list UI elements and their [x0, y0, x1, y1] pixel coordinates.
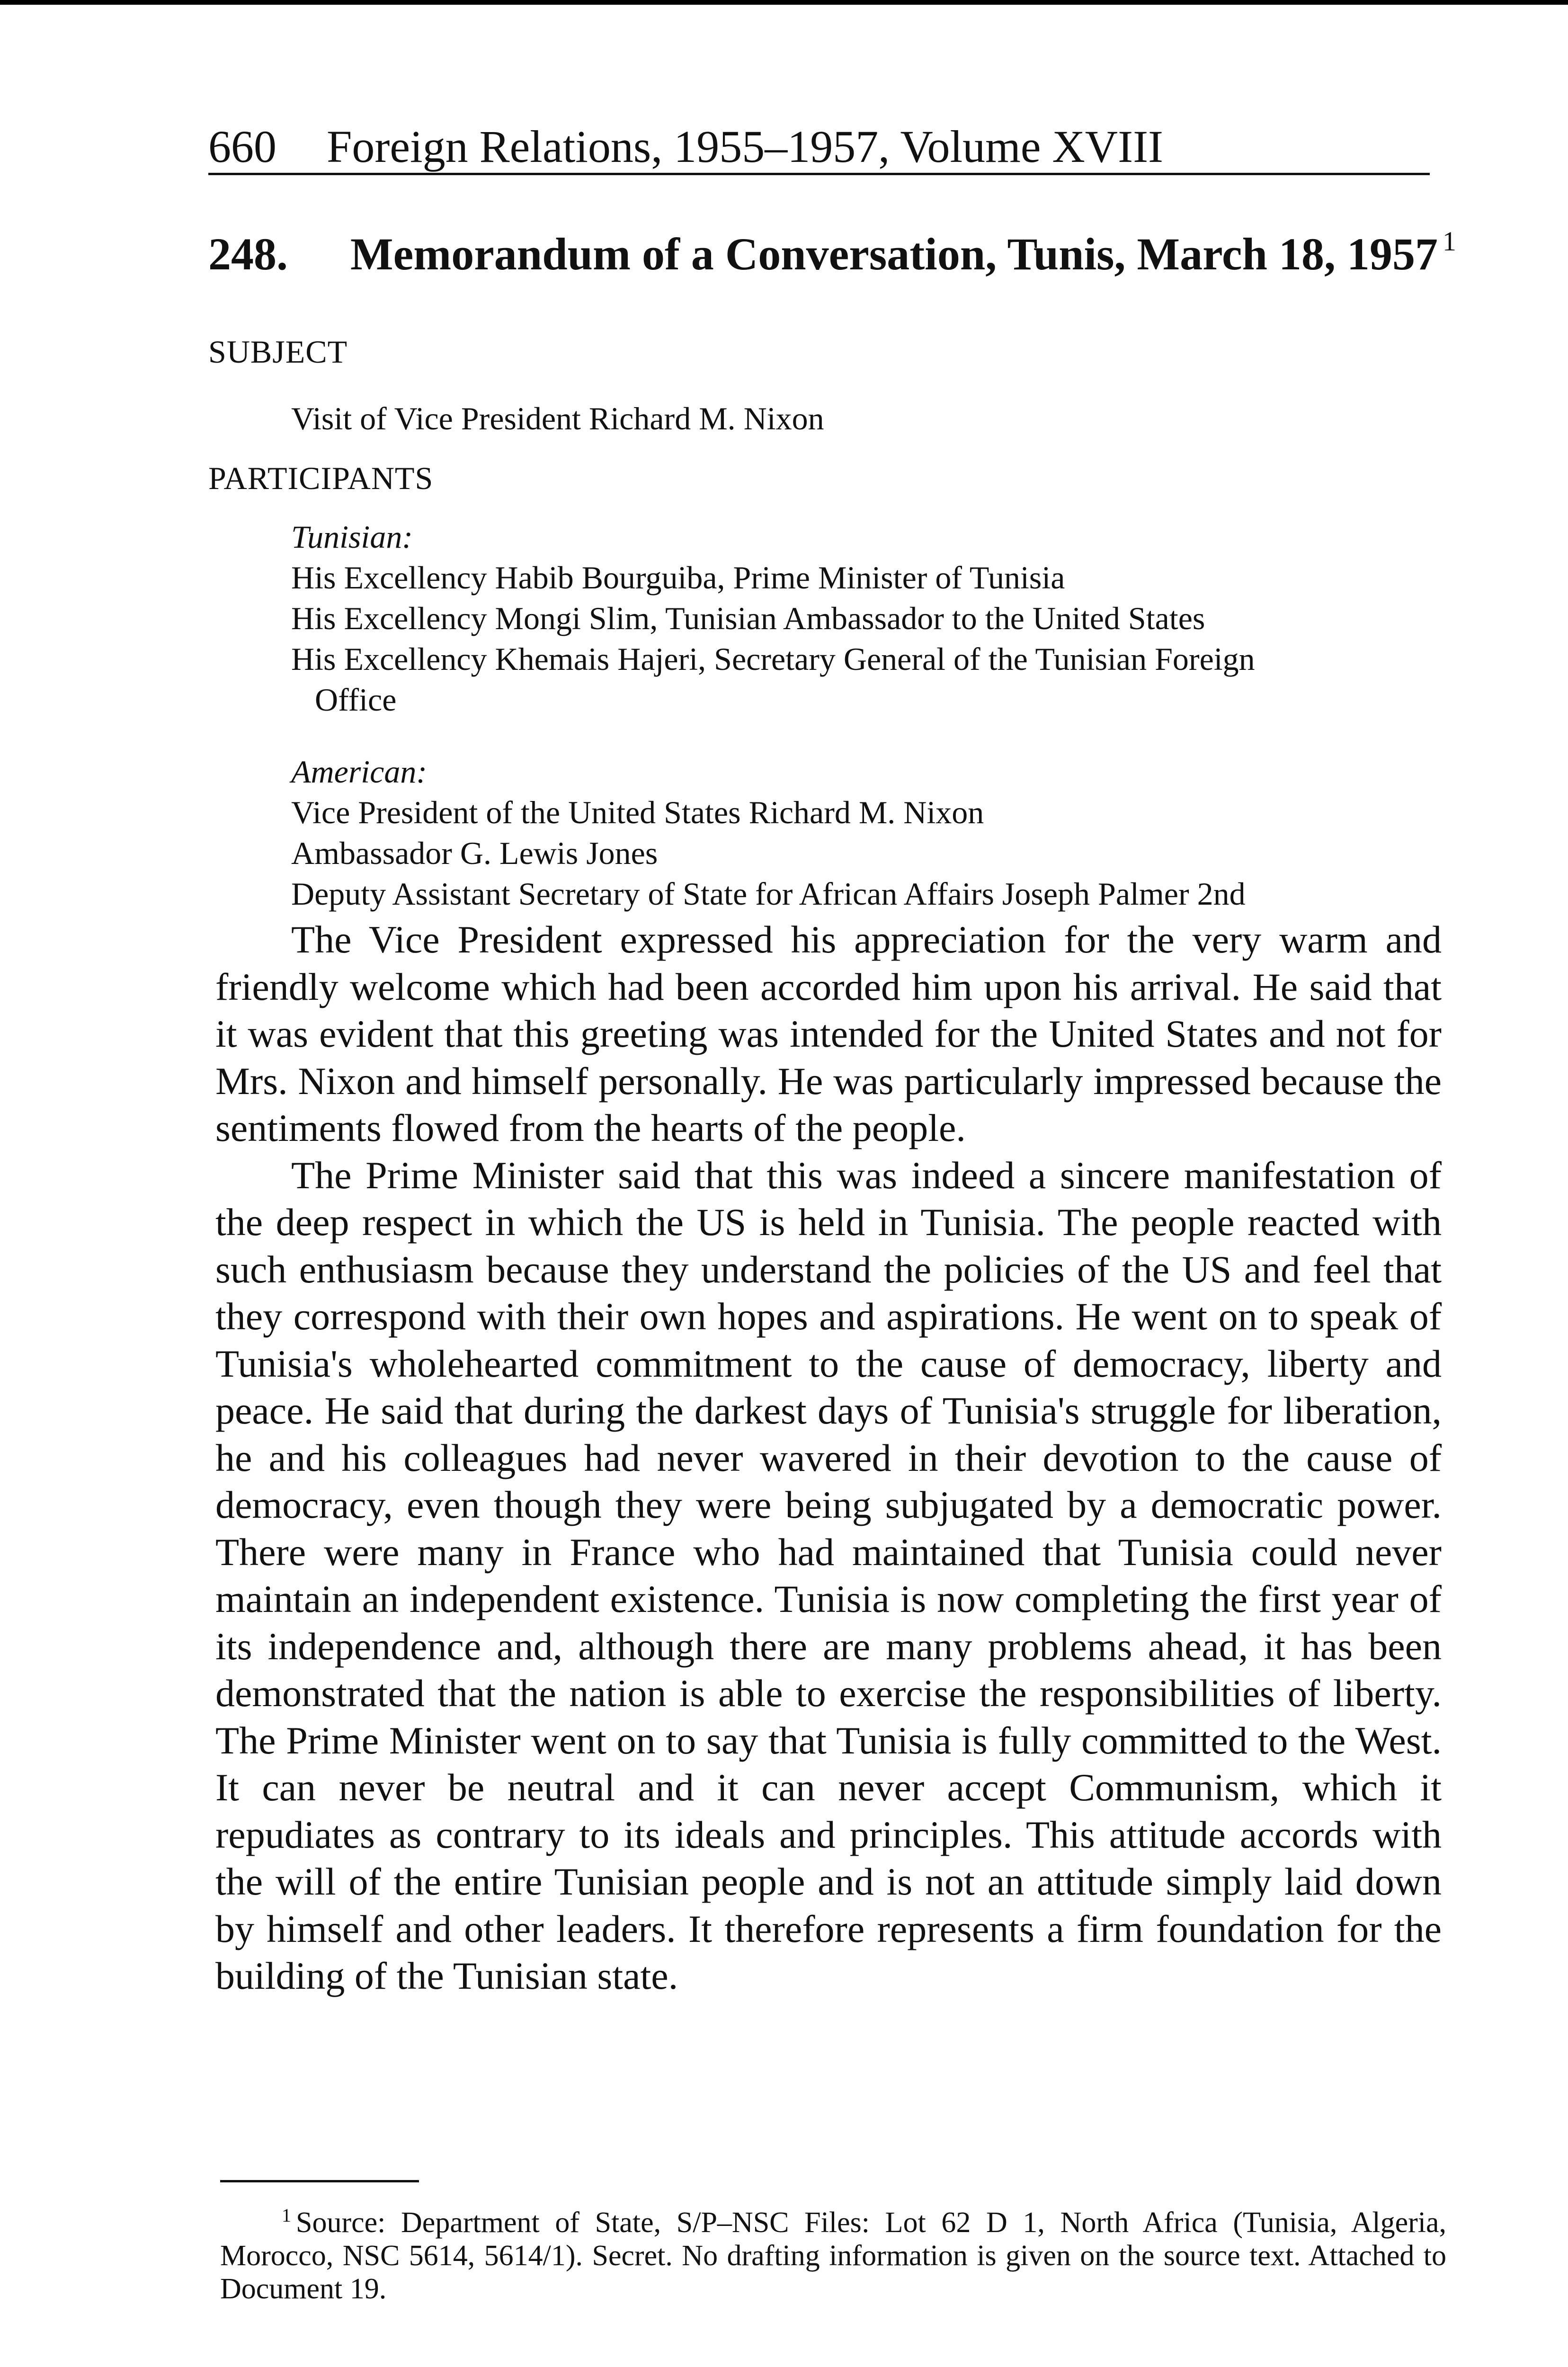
tunisian-participants	[208, 516, 1449, 720]
participant-entry-continuation: Office	[315, 682, 397, 718]
footnote-text: Source: Department of State, S/P–NSC Files: Lot 62 D 1, North Africa (Tunisia, Algeria, Morocco, NSC 5614, 5614/1). Secret. No drafting information is given on the source text. Attached to Document 19.	[220, 2207, 1446, 2305]
page-number: 660	[208, 121, 276, 172]
participants-label: PARTICIPANTS	[208, 460, 434, 496]
footnote-marker: 1	[282, 2205, 291, 2226]
american-participants	[208, 751, 1449, 914]
body-paragraph: The Vice President expressed his appreciation for the very warm and friendly welcome which had been accorded him upon his arrival. He said that it was evident that this greeting was intended for the United States and not for Mrs. Nixon and himself personally. He was particularly impressed because the sentiments flowed from the hearts of the people.	[215, 918, 1442, 1149]
footnote-reference[interactable]: 1	[1443, 226, 1457, 257]
document-title: Memorandum of a Conversation, Tunis, March 18, 1957	[350, 229, 1438, 279]
running-head	[208, 121, 1430, 175]
series-title: Foreign Relations, 1955–1957, Volume XVIII	[327, 121, 1163, 172]
participant-entry: His Excellency Mongi Slim, Tunisian Ambassador to the United States	[291, 600, 1205, 636]
subject-label: SUBJECT	[208, 334, 348, 370]
participant-entry: Deputy Assistant Secretary of State for African Affairs Joseph Palmer 2nd	[291, 876, 1246, 912]
memorandum-body	[215, 916, 1442, 2000]
body-paragraph: The Prime Minister said that this was indeed a sincere manifestation of the deep respect in which the US is held in Tunisia. The people reacted with such enthusiasm because they understand the policies of the US and feel that they correspond with their own hopes and aspirations. He went on to speak of Tunisia's wholehearted commitment to the cause of democracy, liberty and peace. He said that during the darkest days of Tunisia's struggle for liberation, he and his colleagues had never wavered in their devotion to the cause of democracy, even though they were being subjugated by a democratic power. There were many in France who had maintained that Tunisia could never maintain an independent existence. Tunisia is now completing the first year of its independence and, although there are many problems ahead, it has been demonstrated that the nation is able to exercise the responsibilities of liberty. The Prime Minister went on to say that Tunisia is fully committed to the West. It can never be neutral and it can never accept Communism, which it repudiates as contrary to its ideals and principles. This attitude accords with the will of the entire Tunisian people and is not an attitude simply laid down by himself and other leaders. It therefore represents a firm foundation for the building of the Tunisian state.	[215, 1153, 1442, 1997]
document-metadata	[208, 331, 1449, 914]
participant-entry: Ambassador G. Lewis Jones	[291, 835, 658, 871]
footnote	[220, 2199, 1446, 2305]
participant-entry: His Excellency Khemais Hajeri, Secretary General of the Tunisian Foreign	[291, 641, 1255, 677]
american-group-title: American:	[291, 754, 428, 790]
document-number: 248.	[208, 229, 288, 279]
participant-entry: Vice President of the United States Richard M. Nixon	[291, 794, 984, 830]
participant-entry: His Excellency Habib Bourguiba, Prime Minister of Tunisia	[291, 560, 1065, 596]
subject-value: Visit of Vice President Richard M. Nixon	[291, 400, 824, 436]
document-heading	[208, 208, 1457, 287]
top-border	[0, 0, 1568, 5]
footnote-divider	[220, 2180, 419, 2182]
tunisian-group-title: Tunisian:	[291, 519, 413, 555]
